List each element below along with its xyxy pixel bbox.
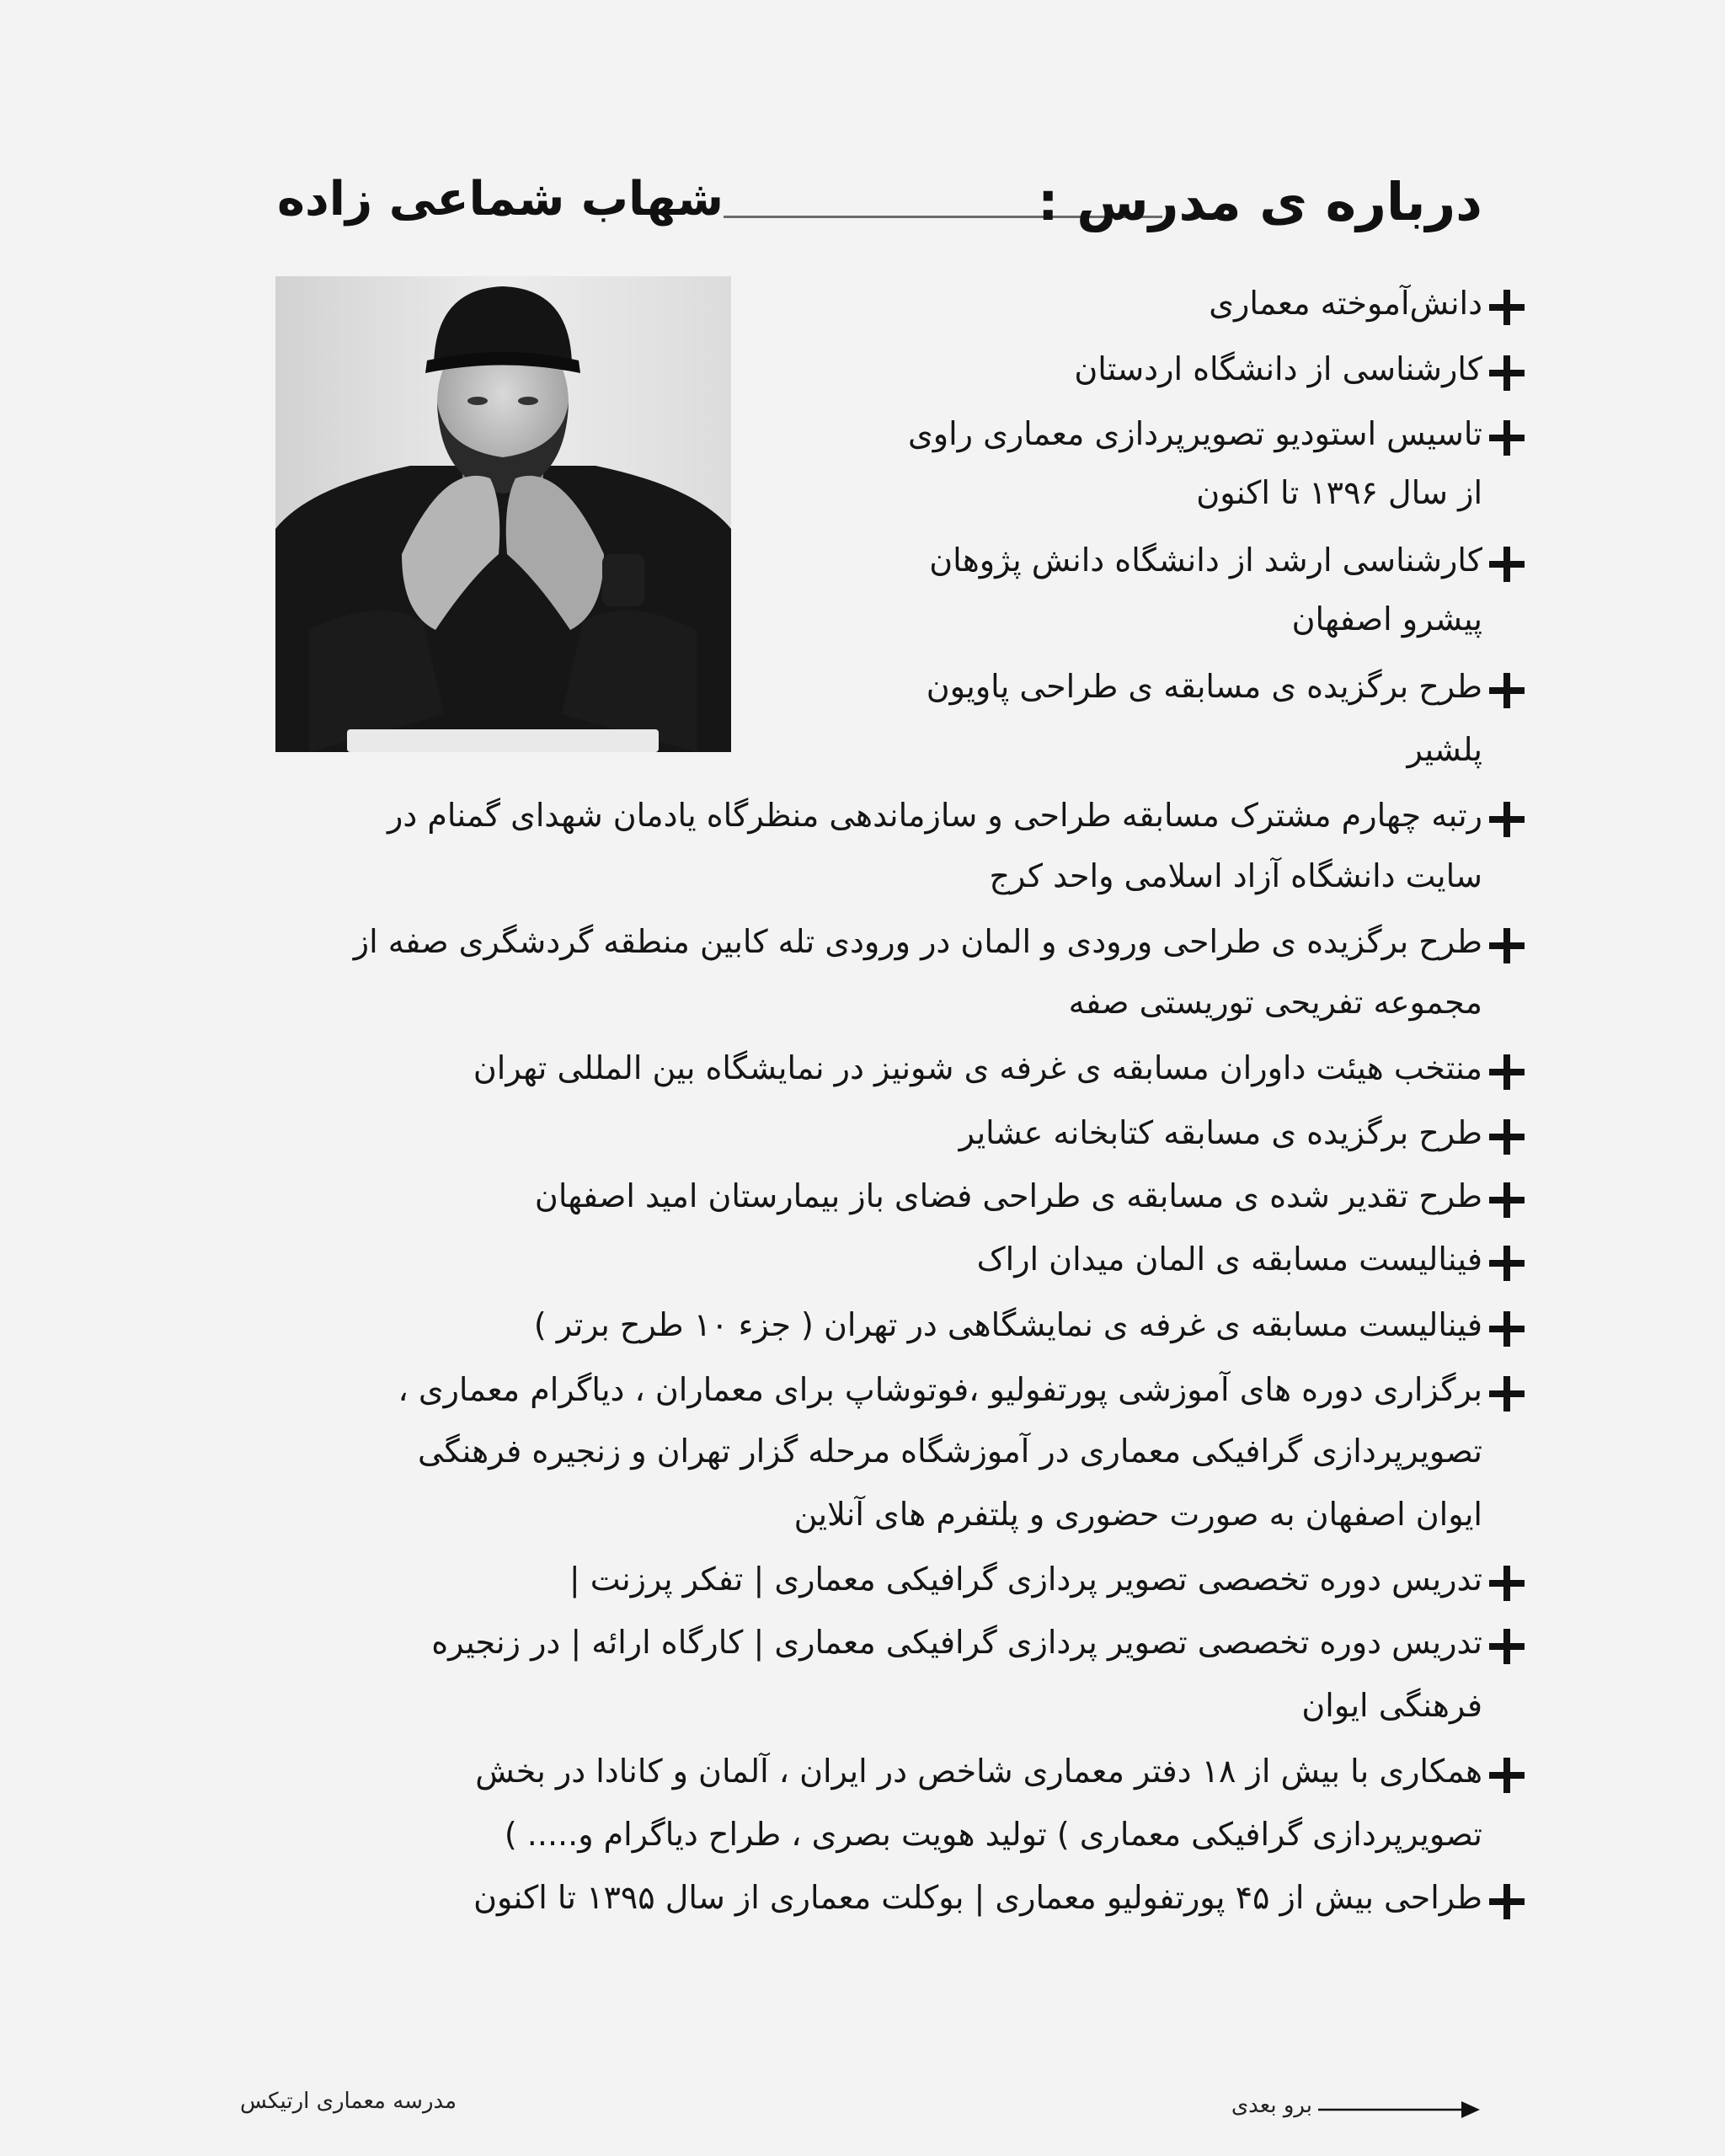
plus-bullet-icon <box>1486 670 1528 712</box>
plus-bullet-icon <box>1486 798 1528 841</box>
bio-item-line: طرح برگزیده ی مسابقه کتابخانه عشایر <box>959 1114 1482 1151</box>
bio-item-line: از سال ۱۳۹۶ تا اکنون <box>1196 474 1482 511</box>
page-title: درباره ی مدرس : <box>1037 171 1482 232</box>
plus-bullet-icon <box>1486 925 1528 967</box>
bio-item-line: سایت دانشگاه آزاد اسلامی واحد کرج <box>989 857 1482 894</box>
bio-item-line: پلشیر <box>1407 731 1482 768</box>
plus-bullet-icon <box>1486 1308 1528 1350</box>
plus-bullet-icon <box>1486 543 1528 585</box>
plus-bullet-icon <box>1486 286 1528 328</box>
bio-item-line: تاسیس استودیو تصویرپردازی معماری راوی <box>908 415 1482 452</box>
bio-item-line: فرهنگی ایوان <box>1301 1687 1482 1724</box>
bio-item-line: طرح تقدیر شده ی مسابقه ی طراحی فضای باز بیمارستان امید اصفهان <box>534 1177 1482 1214</box>
bio-item-line: طرح برگزیده ی مسابقه ی طراحی پاویون <box>926 668 1482 705</box>
plus-bullet-icon <box>1486 1116 1528 1158</box>
bio-item-line: منتخب هیئت داوران مسابقه ی غرفه ی شونیز در نمایشگاه بین المللی تهران <box>473 1049 1482 1086</box>
bio-item-line: همکاری با بیش از ۱۸ دفتر معماری شاخص در ایران ، آلمان و کانادا در بخش <box>475 1753 1482 1790</box>
bio-item-line: طراحی بیش از ۴۵ پورتفولیو معماری | بوکلت معماری از سال ۱۳۹۵ تا اکنون <box>473 1879 1482 1916</box>
instructor-name: شهاب شماعی زاده <box>274 168 724 231</box>
bio-item-line: ایوان اصفهان به صورت حضوری و پلتفرم های آنلاین <box>793 1496 1482 1533</box>
bio-item-line: تصویرپردازی گرافیکی معماری ) تولید هویت بصری ، طراح دیاگرام و..... ) <box>504 1816 1482 1853</box>
bio-item-line: تدریس دوره تخصصی تصویر پردازی گرافیکی معماری | تفکر پرزنت | <box>569 1561 1482 1598</box>
instructor-photo <box>275 276 731 752</box>
bio-item-line: فینالیست مسابقه ی المان میدان اراک <box>976 1241 1482 1278</box>
bio-item-line: رتبه چهارم مشترک مسابقه طراحی و سازماندهی منظرگاه یادمان شهدای گمنام در <box>387 797 1482 834</box>
page-header <box>274 168 1482 236</box>
bio-item-line: دانش‌آموخته معماری <box>1209 285 1482 322</box>
bio-item-line: تصویرپردازی گرافیکی معماری در آموزشگاه مرحله گزار تهران و زنجیره فرهنگی <box>417 1433 1482 1470</box>
bio-item-line: مجموعه تفریحی توریستی صفه <box>1068 984 1482 1021</box>
plus-bullet-icon <box>1486 1754 1528 1796</box>
plus-bullet-icon <box>1486 417 1528 459</box>
bio-item-line: کارشناسی از دانشگاه اردستان <box>1074 350 1482 387</box>
plus-bullet-icon <box>1486 1562 1528 1604</box>
bio-item-line: کارشناسی ارشد از دانشگاه دانش پژوهان <box>929 542 1482 579</box>
plus-bullet-icon <box>1486 1179 1528 1221</box>
plus-bullet-icon <box>1486 1242 1528 1284</box>
bio-item-line: برگزاری دوره های آموزشی پورتفولیو ،فوتوشاپ برای معماران ، دیاگرام معماری ، <box>398 1371 1482 1408</box>
bio-item-line: طرح برگزیده ی طراحی ورودی و المان در ورودی تله کابین منطقه گردشگری صفه از <box>353 923 1482 960</box>
school-name: مدرسه معماری ارتیکس <box>240 2089 457 2114</box>
plus-bullet-icon <box>1486 352 1528 394</box>
plus-bullet-icon <box>1486 1881 1528 1923</box>
bio-item-line: فینالیست مسابقه ی غرفه ی نمایشگاهی در تهران ( جزء ۱۰ طرح برتر ) <box>533 1306 1482 1343</box>
next-arrow-icon[interactable] <box>1318 2097 1482 2122</box>
bio-item-line: پیشرو اصفهان <box>1291 600 1482 638</box>
plus-bullet-icon <box>1486 1625 1528 1668</box>
portrait-illustration <box>275 276 731 752</box>
next-page-link[interactable]: برو بعدی <box>1231 2093 1312 2118</box>
plus-bullet-icon <box>1486 1373 1528 1415</box>
plus-bullet-icon <box>1486 1051 1528 1093</box>
bio-item-line: تدریس دوره تخصصی تصویر پردازی گرافیکی معماری | کارگاه ارائه | در زنجیره <box>431 1624 1482 1661</box>
